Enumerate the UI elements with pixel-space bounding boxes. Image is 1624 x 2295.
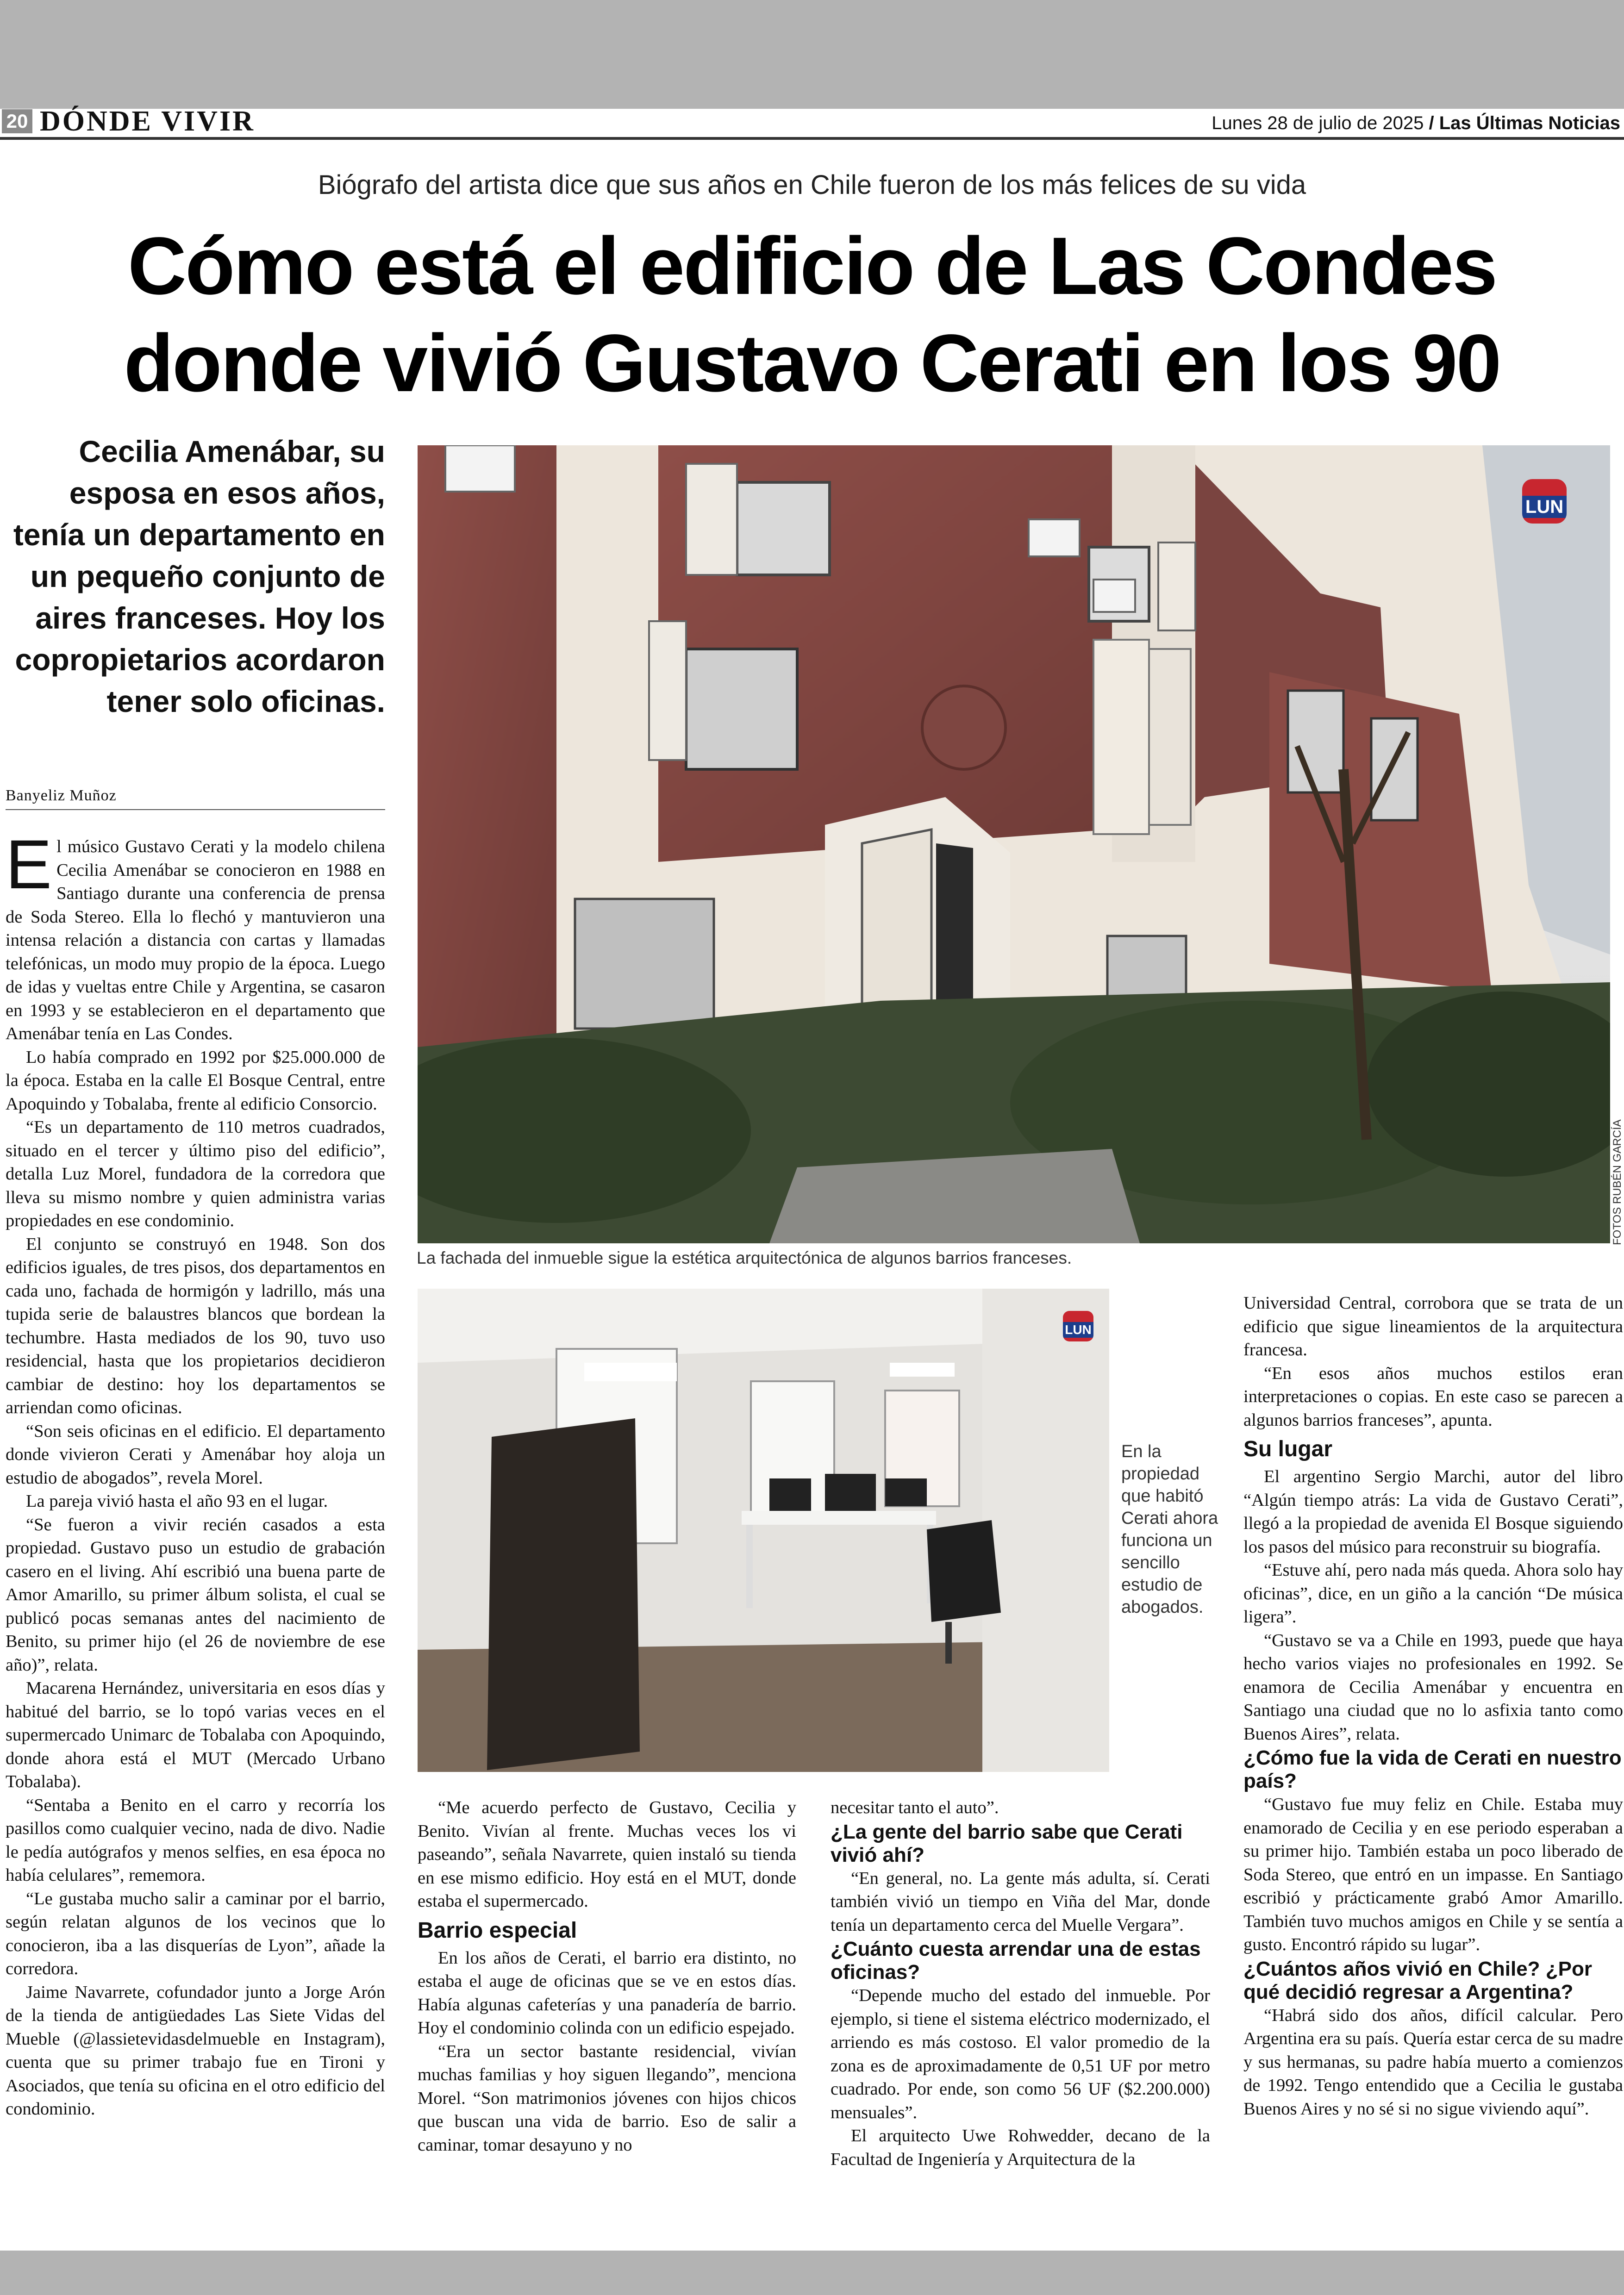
publication-name: Las Últimas Noticias xyxy=(1439,113,1620,133)
interior-photo-caption: En la propiedad que habitó Cerati ahora funciona un sencillo estudio de abogados. xyxy=(1121,1442,1218,1617)
lun-logo-interior xyxy=(1063,1311,1093,1341)
lun-logo-main xyxy=(1522,479,1567,524)
byline: Banyeliz Muñoz xyxy=(6,784,385,810)
article-column-4 xyxy=(1243,1291,1623,2120)
paragraph: Macarena Hernández, universitaria en esos días y habitué del barrio, se lo topó varias veces en el supermercado Unimarc de Tobalaba con Apoquindo, donde ahora está el MUT (Mercado Urbano Tobalaba). xyxy=(6,1678,385,1791)
paragraph: “Gustavo fue muy feliz en Chile. Estaba muy enamorado de Cecilia y en ese periodo esperaban a su primer hijo. También estaba un poco liberado de Soda Stereo, que entró en un impasse. En Santiago escribió y prácticamente grabó Amor Amarillo. También tuvo muchos amigos en Chile y se sentía a gusto. Encontró rápido su lugar”. xyxy=(1243,1795,1623,1954)
subhead-barrio: Barrio especial xyxy=(418,1918,577,1943)
top-gray-band xyxy=(0,0,1624,109)
paragraph: “Era un sector bastante residencial, vivían muchas familias y hoy siguen llegando”, menciona Morel. “Son matrimonios jóvenes con hijos chicos que buscan una vida de barrio. Eso de salir a caminar, tomar desayuno y no xyxy=(418,2041,796,2155)
separator: / xyxy=(1429,113,1434,133)
paragraph: El arquitecto Uwe Rohwedder, decano de la Facultad de Ingeniería y Arquitectura de la xyxy=(831,2126,1210,2169)
main-photo-caption: La fachada del inmueble sigue la estética arquitectónica de algunos barrios franceses. xyxy=(417,1248,1072,1267)
page-number: 20 xyxy=(2,109,32,133)
article-column-2 xyxy=(418,1796,796,2157)
paragraph: “Gustavo se va a Chile en 1993, puede que haya hecho varios viajes no profesionales en 1992. Se enamora de Cecilia Amenábar y encuentra en Santiago una ciudad que no lo asfixia tanto como Buenos Aires”, relata. xyxy=(1243,1630,1623,1744)
header-rule xyxy=(0,137,1624,140)
paragraph: La pareja vivió hasta el año 93 en el lugar. xyxy=(26,1491,328,1511)
bottom-gray-band xyxy=(0,2251,1624,2295)
lun-logo-text-small: LUN xyxy=(1063,1322,1093,1338)
paragraph: “Le gustaba mucho salir a caminar por el barrio, según relatan algunos de los vecinos que lo conocieron, iba a las disquerías de Lyon”, añade la corredora. xyxy=(6,1889,385,1978)
dateline xyxy=(1212,110,1620,136)
paragraph: En los años de Cerati, el barrio era distinto, no estaba el auge de oficinas que se ve en estos días. Había algunas cafeterías y una panadería de barrio. Hoy el condominio colinda con un edificio espejado. xyxy=(418,1948,796,2038)
paragraph: “En general, no. La gente más adulta, sí. Cerati también vivió un tiempo en Viña del Mar, donde tenía un departamento cerca del Muelle Vergara”. xyxy=(831,1868,1210,1935)
paragraph: Jaime Navarrete, cofundador junto a Jorge Arón de la tienda de antigüedades Las Siete Vidas del Mueble (@lassietevidasdelmueble en Instagram), cuenta que su primer trabajo fue en Tironi y Asociados, que tenía su oficina en el otro edificio del condominio. xyxy=(6,1982,385,2119)
kicker: Biógrafo del artista dice que sus años en Chile fueron de los más felices de su vida xyxy=(318,170,1306,200)
office-interior-illustration xyxy=(418,1289,1109,1772)
date: Lunes 28 de julio de 2025 xyxy=(1212,113,1424,133)
paragraph: “Es un departamento de 110 metros cuadrados, situado en el tercer y último piso del edificio”, detalla Luz Morel, fundadora de la corredora que lleva su mismo nombre y quien administra varias propiedades en ese condominio. xyxy=(6,1117,385,1230)
lun-logo-text: LUN xyxy=(1522,496,1567,518)
paragraph: Lo había comprado en 1992 por $25.000.000 de la época. Estaba en la calle El Bosque Central, entre Apoquindo y Tobalaba, frente al edificio Consorcio. xyxy=(6,1047,385,1114)
paragraph: necesitar tanto el auto”. xyxy=(831,1798,999,1817)
paragraph: “Son seis oficinas en el edificio. El departamento donde vivieron Cerati y Amenábar hoy aloja un estudio de abogados”, revela Morel. xyxy=(6,1421,385,1488)
question-1: ¿La gente del barrio sabe que Cerati vivió ahí? xyxy=(831,1820,1183,1866)
paragraph: “Se fueron a vivir recién casados a esta propiedad. Gustavo puso un estudio de grabación casero en el living. Ahí escribió una buena parte de Amor Amarillo, su primer álbum solista, el cual se publicó pocas semanas antes del nacimiento de Benito, su primer hijo (el 26 de noviembre de ese año)”, relata. xyxy=(6,1515,385,1675)
paragraph: “Me acuerdo perfecto de Gustavo, Cecilia y Benito. Vivían al frente. Muchas veces los vi paseando”, señala Navarrete, quien instaló su tienda en ese mismo edificio. Hoy está en el MUT, donde estaba el supermercado. xyxy=(418,1798,796,1911)
paragraph: “Sentaba a Benito en el carro y recorría los pasillos como cualquier vecino, nada de divo. Nadie le pedía autógrafos y menos selfies, en esa época no había celulares”, rememora. xyxy=(6,1795,385,1885)
subhead-su-lugar: Su lugar xyxy=(1243,1437,1333,1461)
photo-credit: FOTOS RUBÉN GARCÍA xyxy=(1611,1119,1624,1245)
paragraph: El argentino Sergio Marchi, autor del libro “Algún tiempo atrás: La vida de Gustavo Cerati”, llegó a la propiedad de avenida El Bosque siguiendo los pasos del músico para reconstruir su biografía. xyxy=(1243,1467,1623,1557)
question-4: ¿Cuántos años vivió en Chile? ¿Por qué decidió regresar a Argentina? xyxy=(1243,1957,1592,2003)
paragraph: El conjunto se construyó en 1948. Son dos edificios iguales, de tres pisos, dos departamentos en cada uno, fachada de hormigón y ladrillo, más una tupida serie de balaustres blancos que bordean la techumbre. Hasta mediados de los 90, tuvo uso residencial, hasta que los propietarios decidieron cambiar de destino: hoy los departamentos se arriendan como oficinas. xyxy=(6,1234,385,1417)
question-3: ¿Cómo fue la vida de Cerati en nuestro país? xyxy=(1243,1746,1622,1792)
question-2: ¿Cuánto cuesta arrendar una de estas oficinas? xyxy=(831,1938,1201,1983)
section-title: DÓNDE VIVIR xyxy=(40,106,255,137)
paragraph: Universidad Central, corrobora que se trata de un edificio que sigue lineamientos de la arquitectura francesa. xyxy=(1243,1293,1623,1360)
building-facade-photo xyxy=(418,445,1610,1243)
headline: Cómo está el edificio de Las Condes donde vivió Gustavo Cerati en los 90 xyxy=(124,221,1500,409)
deck: Cecilia Amenábar, su esposa en esos años, tenía un departamento en un pequeño conjunto de aires franceses. Hoy los copropietarios acordaron tener solo oficinas. xyxy=(13,434,385,718)
paragraph: “Habrá sido dos años, difícil calcular. Pero Argentina era su país. Quería estar cerca de su madre y sus hermanas, su padre había muerto a comienzos de 1992. Tengo entendido que a Cecilia le gustaba Buenos Aires y no sé si no sigue viviendo aquí”. xyxy=(1243,2005,1623,2119)
article-column-3 xyxy=(831,1796,1210,2171)
paragraph: “Estuve ahí, pero nada más queda. Ahora solo hay oficinas”, dice, en un giño a la canción “De música ligera”. xyxy=(1243,1560,1623,1627)
building-facade-illustration xyxy=(418,445,1610,1243)
paragraph: “Depende mucho del estado del inmueble. Por ejemplo, si tiene el sistema eléctrico modernizado, el arriendo es más costoso. El valor promedio de la zona es de aproximadamente de 0,51 UF por metro cuadrado. Por ende, son como 56 UF ($2.200.000) mensuales”. xyxy=(831,1986,1210,2122)
article-column-1 xyxy=(6,825,385,2121)
paragraph: “En esos años muchos estilos eran interpretaciones o copias. En este caso se parecen a algunos barrios franceses”, apunta. xyxy=(1243,1363,1623,1430)
office-interior-photo xyxy=(418,1289,1109,1772)
paragraph: El músico Gustavo Cerati y la modelo chilena Cecilia Amenábar se conocieron en 1988 en Santiago durante una conferencia de prensa de Soda Stereo. Ella lo flechó y mantuvieron una intensa relación a distancia con cartas y llamadas telefónicas, un modo muy propio de la época. Luego de idas y vueltas entre Chile y Argentina, se casaron en 1993 y se establecieron en el departamento que Amenábar tenía en Las Condes. xyxy=(6,825,385,1043)
